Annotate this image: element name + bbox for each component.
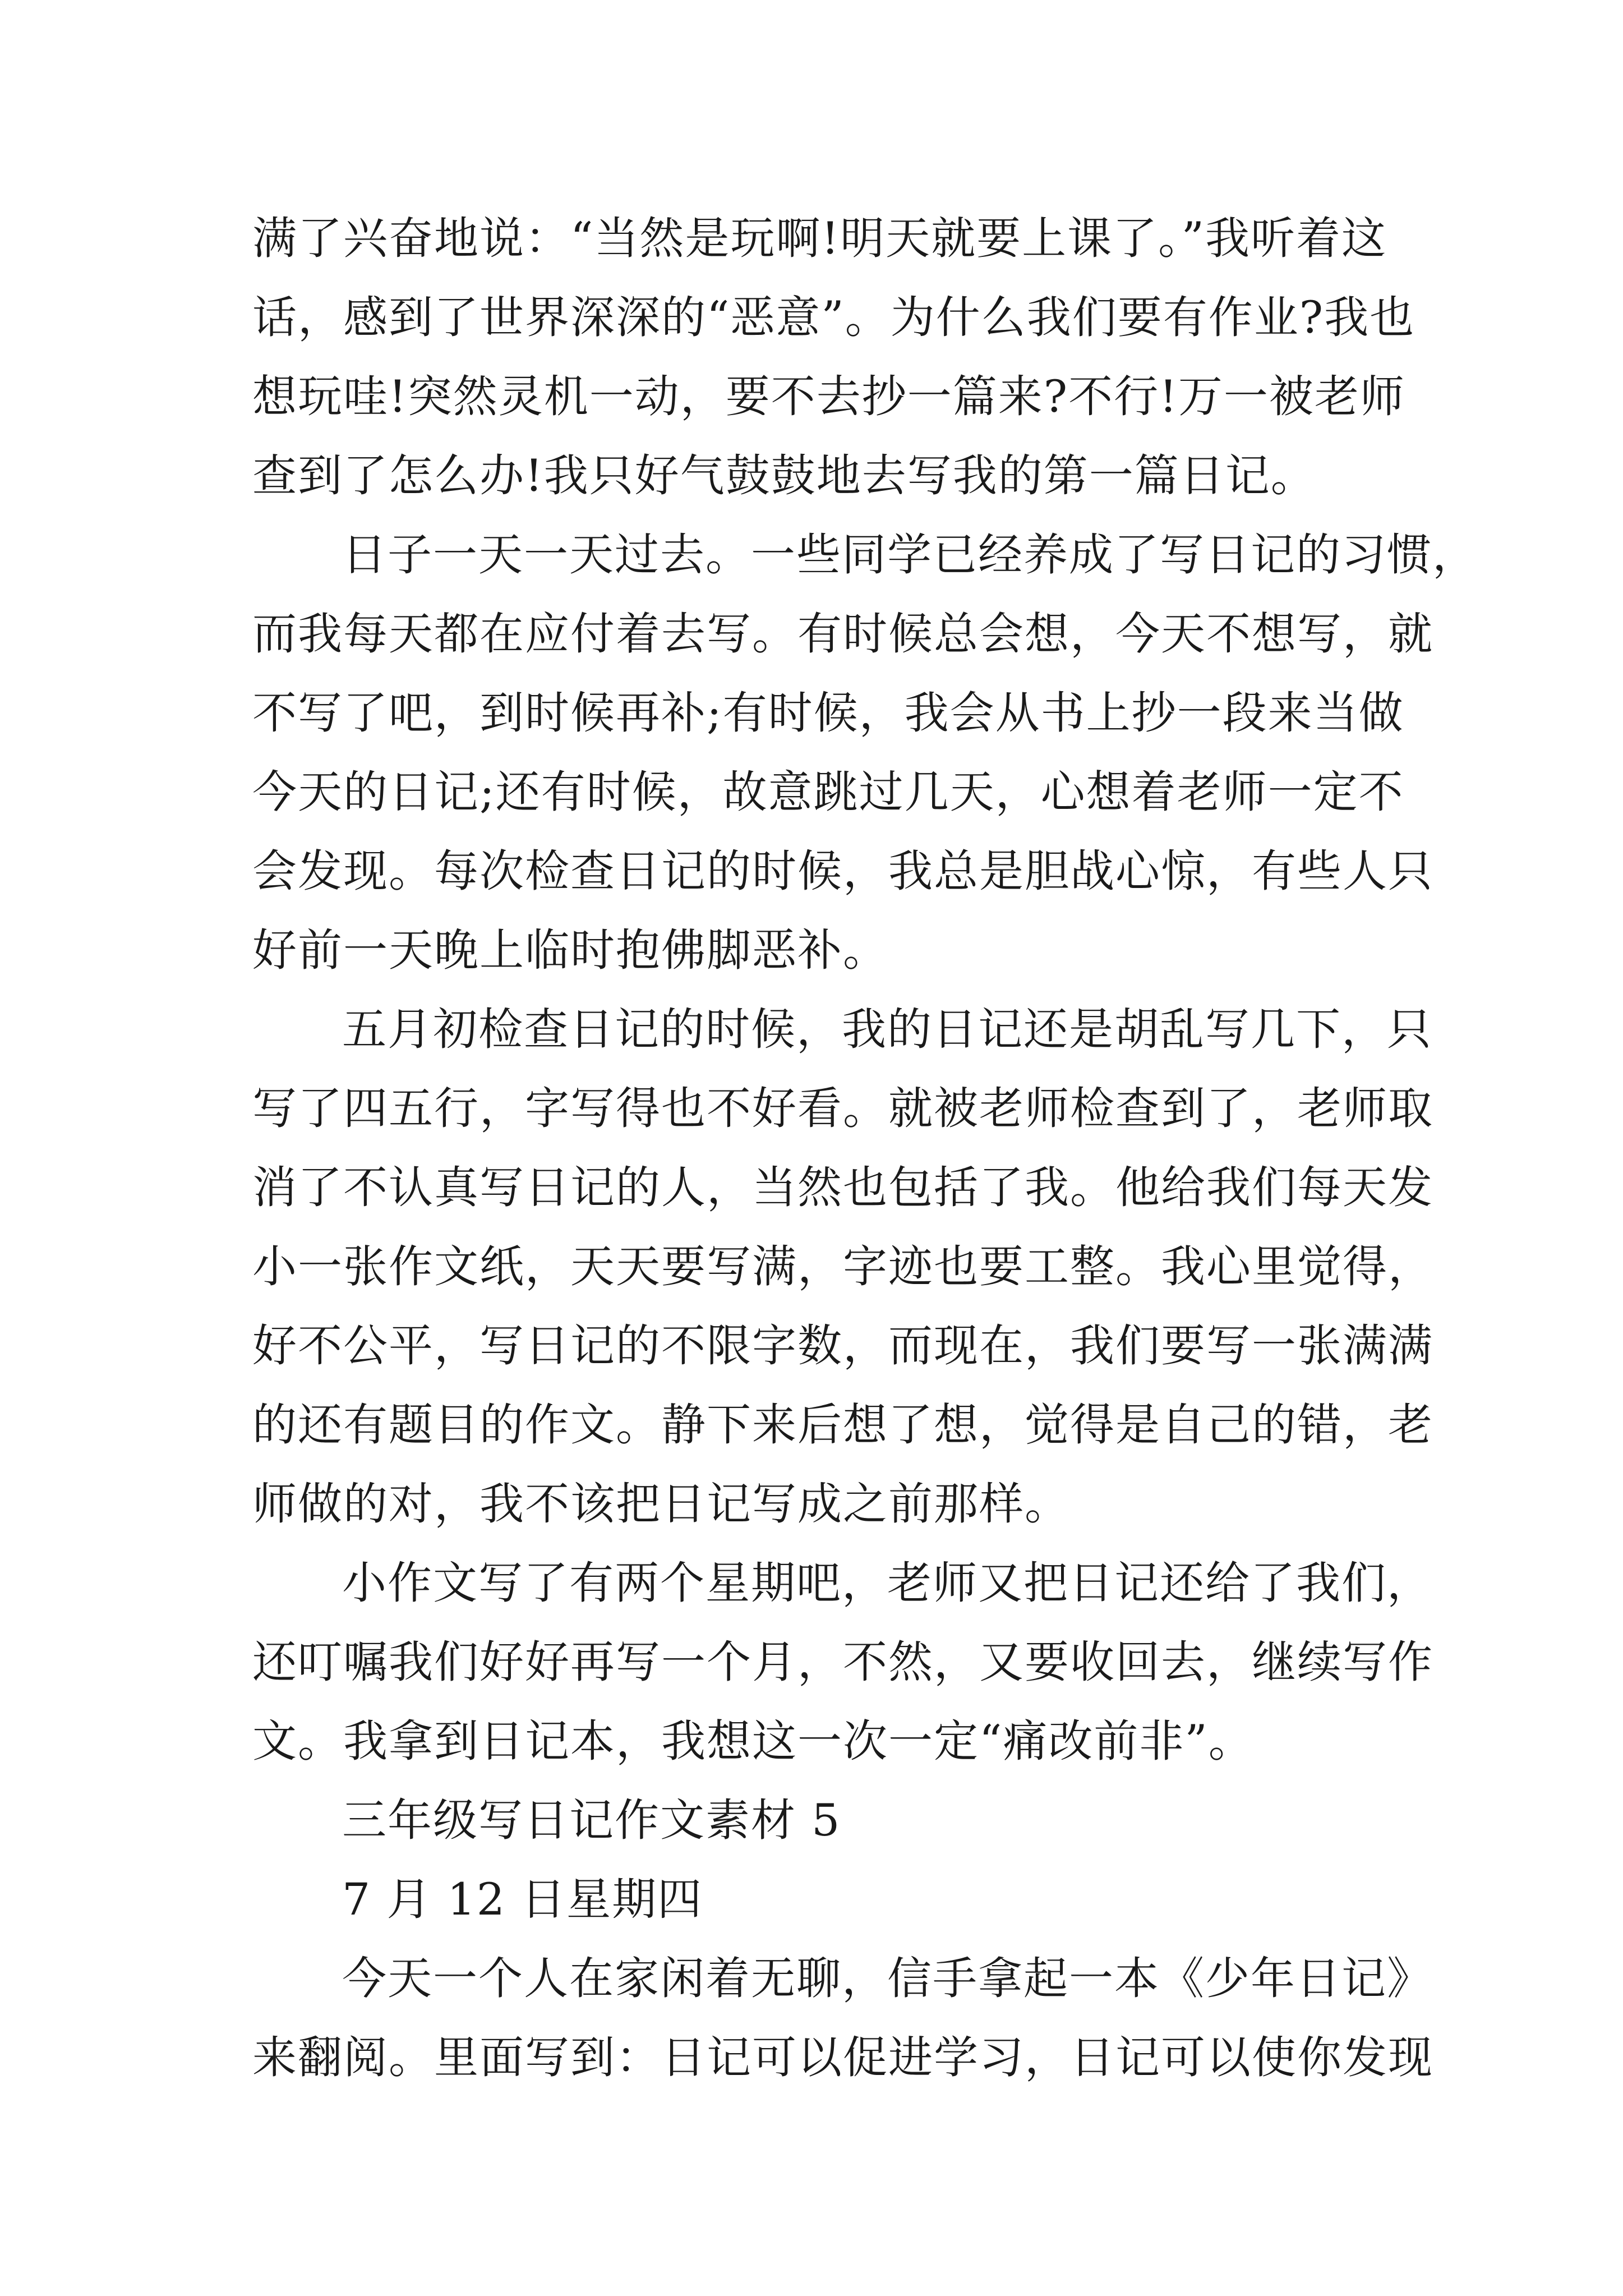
section-heading: 三年级写日记作文素材 5: [342, 1795, 841, 1846]
text-line: 而我每天都在应付着去写。有时候总会想，今天不想写，就: [252, 608, 1433, 660]
text-line: 好不公平，写日记的不限字数，而现在，我们要写一张满满: [252, 1320, 1433, 1372]
text-line: 查到了怎么办!我只好气鼓鼓地去写我的第一篇日记。: [252, 450, 1316, 501]
paragraph-start-line: 小作文写了有两个星期吧，老师又把日记还给了我们，: [342, 1557, 1432, 1609]
text-line: 好前一天晚上临时抱佛脚恶补。: [252, 924, 888, 976]
text-line: 会发现。每次检查日记的时候，我总是胆战心惊，有些人只: [252, 845, 1433, 897]
diary-date: 7 月 12 日星期四: [342, 1874, 703, 1925]
text-line: 师做的对，我不该把日记写成之前那样。: [252, 1478, 1070, 1530]
text-line: 满了兴奋地说：“当然是玩啊!明天就要上课了。”我听着这: [252, 213, 1387, 264]
text-line: 写了四五行，字写得也不好看。就被老师检查到了，老师取: [252, 1083, 1433, 1134]
text-line: 今天的日记;还有时候，故意跳过几天，心想着老师一定不: [252, 766, 1404, 818]
document-body: [252, 199, 1478, 2097]
text-line: 文。我拿到日记本，我想这一次一定“痛改前非”。: [252, 1715, 1254, 1767]
text-line: 不写了吧，到时候再补;有时候，我会从书上抄一段来当做: [252, 687, 1404, 739]
text-line: 的还有题目的作文。静下来后想了想，觉得是自己的错，老: [252, 1399, 1433, 1451]
text-line: 想玩哇!突然灵机一动，要不去抄一篇来?不行!万一被老师: [252, 371, 1405, 422]
text-line: 还叮嘱我们好好再写一个月，不然，又要收回去，继续写作: [252, 1636, 1433, 1688]
text-line: 小一张作文纸，天天要写满，字迹也要工整。我心里觉得，: [252, 1241, 1433, 1292]
paragraph-start-line: 今天一个人在家闲着无聊，信手拿起一本《少年日记》: [342, 1953, 1432, 2004]
text-line: 话，感到了世界深深的“恶意”。为什么我们要有作业?我也: [252, 292, 1415, 343]
text-line: 来翻阅。里面写到：日记可以促进学习，日记可以使你发现: [252, 2032, 1433, 2083]
paragraph-start-line: 日子一天一天过去。一些同学已经养成了写日记的习惯，: [342, 529, 1478, 581]
text-line: 消了不认真写日记的人，当然也包括了我。他给我们每天发: [252, 1162, 1433, 1213]
paragraph-start-line: 五月初检查日记的时候，我的日记还是胡乱写几下，只: [342, 1004, 1432, 1055]
